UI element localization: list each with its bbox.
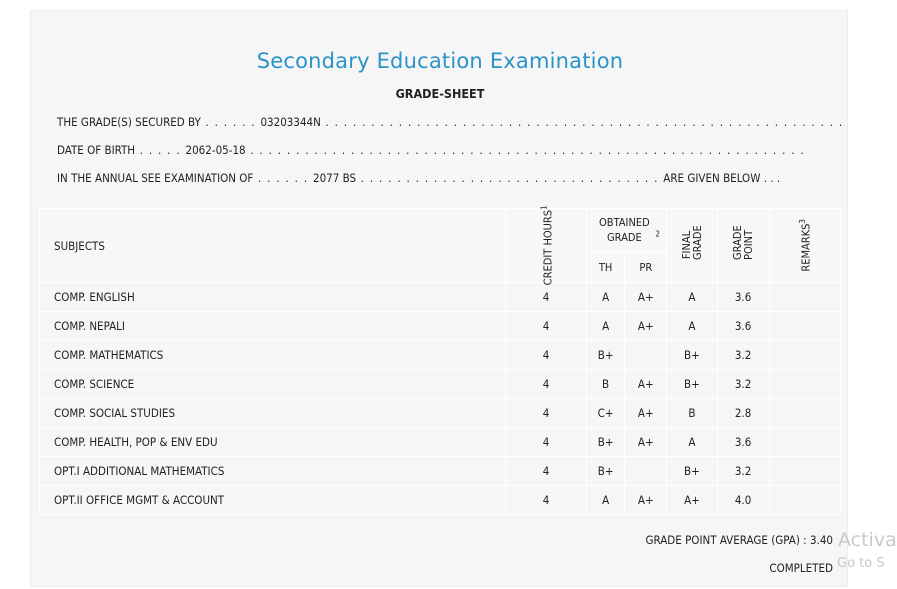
final-grade-cell: B+ — [667, 341, 717, 370]
pr-grade-cell — [625, 457, 667, 486]
activation-watermark-line2: Go to S — [837, 556, 885, 571]
header-remarks: REMARKS$^3$ — [769, 209, 840, 283]
th-grade-cell: B+ — [586, 341, 624, 370]
subject-cell: OPT.II OFFICE MGMT & ACCOUNT — [40, 486, 506, 515]
dob-trail-dots: . . . . . . . . . . . . . . . . . . . . . . . . . . . . . . . . . . . . . . . . . . . . . . . . . . . . . . . . . . . . . — [245, 143, 805, 157]
table-row — [40, 486, 841, 515]
exam-label: IN THE ANNUAL SEE EXAMINATION OF — [57, 171, 254, 185]
remarks-cell — [769, 428, 840, 457]
header-credit-hours: CREDIT HOURS$^1$ — [506, 209, 587, 283]
final-grade-cell: A+ — [667, 486, 717, 515]
table-row — [40, 283, 841, 312]
credit-cell: 4 — [506, 370, 587, 399]
result-status: COMPLETED — [769, 561, 833, 575]
header-th: TH — [586, 252, 624, 283]
secured-by-trail-dots: . . . . . . . . . . . . . . . . . . . . . . . . . . . . . . . . . . . . . . . . . . . . . . . . . . . . . . . . . — [320, 115, 844, 129]
subject-cell: COMP. MATHEMATICS — [40, 341, 506, 370]
grade-point-cell: 2.8 — [717, 399, 769, 428]
grade-point-cell: 3.2 — [717, 341, 769, 370]
header-grade-point: GRADE POINT — [717, 209, 769, 283]
final-grade-cell: A — [667, 283, 717, 312]
dob-label: DATE OF BIRTH — [57, 143, 136, 157]
header-obtained-grade: OBTAINED GRADE $^2$ — [586, 209, 666, 252]
subject-cell: COMP. ENGLISH — [40, 283, 506, 312]
credit-cell: 4 — [506, 428, 587, 457]
remarks-cell — [769, 370, 840, 399]
dob-lead-dots: . . . . . — [135, 143, 186, 157]
info-exam — [57, 171, 780, 185]
credit-cell: 4 — [506, 341, 587, 370]
remarks-cell — [769, 486, 840, 515]
info-dob — [57, 143, 805, 157]
exam-suffix: ARE GIVEN BELOW . . . — [663, 171, 781, 185]
grade-point-cell: 3.6 — [717, 283, 769, 312]
exam-lead-dots: . . . . . . — [253, 171, 313, 185]
gpa-value: 3.40 — [809, 533, 833, 547]
credit-cell: 4 — [506, 312, 587, 341]
th-grade-cell: C+ — [586, 399, 624, 428]
secured-by-label: THE GRADE(S) SECURED BY — [57, 115, 201, 129]
exam-year-value: 2077 BS — [313, 171, 357, 185]
grade-point-cell: 3.6 — [717, 312, 769, 341]
pr-grade-cell — [625, 341, 667, 370]
dob-value: 2062-05-18 — [185, 143, 246, 157]
subject-cell: COMP. SOCIAL STUDIES — [40, 399, 506, 428]
page-title: Secondary Education Examination — [256, 49, 624, 73]
page-subtitle: GRADE-SHEET — [395, 86, 485, 101]
table-row — [40, 312, 841, 341]
subject-cell: COMP. NEPALI — [40, 312, 506, 341]
th-grade-cell: A — [586, 283, 624, 312]
final-grade-cell: A — [667, 428, 717, 457]
remarks-cell — [769, 399, 840, 428]
table-row — [40, 341, 841, 370]
subject-cell: OPT.I ADDITIONAL MATHEMATICS — [40, 457, 506, 486]
info-secured-by — [57, 115, 844, 129]
grade-point-cell: 3.2 — [717, 457, 769, 486]
header-subjects: SUBJECTS — [40, 209, 506, 283]
subject-cell: COMP. SCIENCE — [40, 370, 506, 399]
symbol-number-value: 03203344N — [260, 115, 321, 129]
secured-by-lead-dots: . . . . . . — [200, 115, 261, 129]
credit-cell: 4 — [506, 399, 587, 428]
th-grade-cell: A — [586, 312, 624, 341]
th-grade-cell: B+ — [586, 457, 624, 486]
final-grade-cell: B — [667, 399, 717, 428]
grade-point-cell: 4.0 — [717, 486, 769, 515]
remarks-cell — [769, 312, 840, 341]
remarks-cell — [769, 457, 840, 486]
header-final-grade: FINAL GRADE — [667, 209, 717, 283]
remarks-cell — [769, 283, 840, 312]
header-pr: PR — [625, 252, 667, 283]
th-grade-cell: B+ — [586, 428, 624, 457]
table-row — [40, 457, 841, 486]
remarks-cell — [769, 341, 840, 370]
gpa-label: GRADE POINT AVERAGE (GPA) : — [645, 533, 807, 547]
pr-grade-cell: A+ — [625, 312, 667, 341]
final-grade-cell: A — [667, 312, 717, 341]
gpa-summary — [645, 533, 833, 547]
activation-watermark-line1: Activa — [838, 529, 897, 551]
grade-sheet — [30, 10, 848, 587]
table-row — [40, 370, 841, 399]
pr-grade-cell: A+ — [625, 486, 667, 515]
pr-grade-cell: A+ — [625, 283, 667, 312]
grade-point-cell: 3.6 — [717, 428, 769, 457]
final-grade-cell: B+ — [667, 370, 717, 399]
credit-cell: 4 — [506, 283, 587, 312]
pr-grade-cell: A+ — [625, 399, 667, 428]
pr-grade-cell: A+ — [625, 370, 667, 399]
credit-cell: 4 — [506, 486, 587, 515]
credit-cell: 4 — [506, 457, 587, 486]
exam-trail-dots: . . . . . . . . . . . . . . . . . . . . . . . . . . . . . . . . . — [356, 171, 664, 185]
pr-grade-cell: A+ — [625, 428, 667, 457]
grades-table — [39, 205, 841, 515]
subject-cell: COMP. HEALTH, POP & ENV EDU — [40, 428, 506, 457]
table-row — [40, 428, 841, 457]
th-grade-cell: B — [586, 370, 624, 399]
th-grade-cell: A — [586, 486, 624, 515]
final-grade-cell: B+ — [667, 457, 717, 486]
grade-point-cell: 3.2 — [717, 370, 769, 399]
table-row — [40, 399, 841, 428]
